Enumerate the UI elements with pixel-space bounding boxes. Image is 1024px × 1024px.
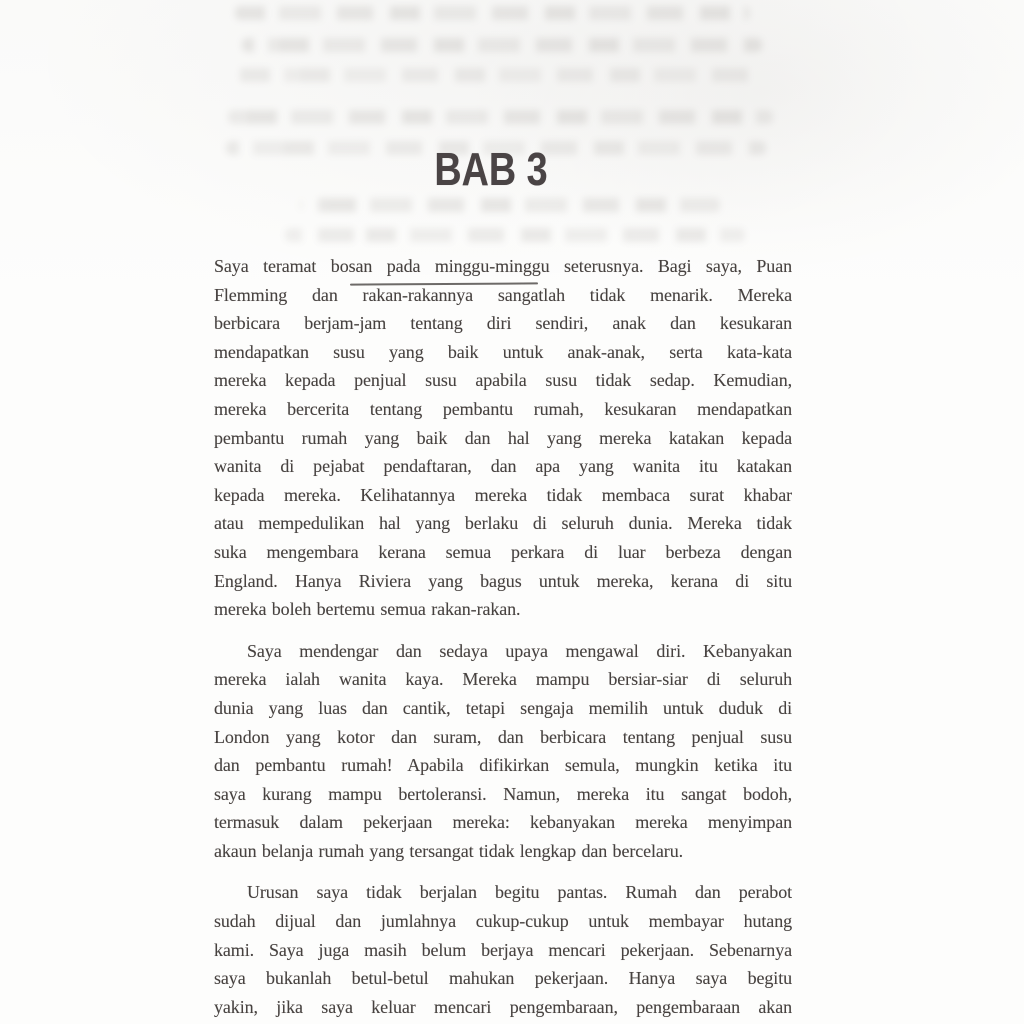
text-line: England. Hanya Riviera yang bagus untuk mereka, kerana di situ xyxy=(214,570,792,591)
text-line: dunia yang luas dan cantik, tetapi sengaja memilih untuk duduk di xyxy=(214,697,792,718)
text-line: akaun belanja rumah yang tersangat tidak lengkap dan bercelaru. xyxy=(214,840,683,861)
text-line: yakin, jika saya keluar mencari pengembaraan, pengembaraan akan xyxy=(214,996,792,1017)
text-line: Flemming dan rakan-rakannya sangatlah tidak menarik. Mereka xyxy=(214,284,792,305)
text-line: suka mengembara kerana semua perkara di luar berbeza dengan xyxy=(214,541,792,562)
text-line: saya kurang mampu bertoleransi. Namun, mereka itu sangat bodoh, xyxy=(214,783,792,804)
bleed-through-line xyxy=(230,68,755,82)
text-line: pembantu rumah yang baik dan hal yang mereka katakan kepada xyxy=(214,427,792,448)
text-line: Saya mendengar dan sedaya upaya mengawal diri. Kebanyakan xyxy=(247,640,792,661)
bleed-through-line xyxy=(242,38,762,52)
text-line: kepada mereka. Kelihatannya mereka tidak membaca surat khabar xyxy=(214,484,792,505)
text-line: mereka ialah wanita kaya. Mereka mampu bersiar-siar di seluruh xyxy=(214,669,792,690)
bleed-through-line xyxy=(235,6,750,20)
text-line: termasuk dalam pekerjaan mereka: kebanyakan mereka menyimpan xyxy=(214,812,792,833)
text-line: mereka bercerita tentang pembantu rumah, kesukaran mendapatkan xyxy=(214,398,792,419)
page-body-text xyxy=(214,252,792,1021)
text-line: mereka boleh bertemu semua rakan-rakan. xyxy=(214,599,521,620)
chapter-title: BAB 3 xyxy=(434,143,548,195)
bleed-through-line xyxy=(285,228,745,242)
text-line: saya bukanlah betul-betul mahukan pekerjaan. Hanya saya begitu xyxy=(214,968,792,989)
paragraph xyxy=(214,252,792,624)
text-line: Urusan saya tidak berjalan begitu pantas. Rumah dan perabot xyxy=(247,882,792,903)
text-line: mereka kepada penjual susu apabila susu tidak sedap. Kemudian, xyxy=(214,370,792,391)
text-line: atau mempedulikan hal yang berlaku di seluruh dunia. Mereka tidak xyxy=(214,513,792,534)
text-line: kami. Saya juga masih belum berjaya mencari pekerjaan. Sebenarnya xyxy=(214,939,792,960)
chapter-heading xyxy=(214,143,792,195)
paragraph xyxy=(214,878,792,1021)
text-line: berbicara berjam-jam tentang diri sendiri, anak dan kesukaran xyxy=(214,313,792,334)
paragraph xyxy=(214,637,792,866)
text-line: sudah dijual dan jumlahnya cukup-cukup untuk membayar hutang xyxy=(214,911,792,932)
bleed-through-line xyxy=(300,198,720,212)
text-line: mendapatkan susu yang baik untuk anak-anak, serta kata-kata xyxy=(214,341,792,362)
text-line: wanita di pejabat pendaftaran, dan apa yang wanita itu katakan xyxy=(214,456,792,477)
text-line: dan pembantu rumah! Apabila difikirkan semula, mungkin ketika itu xyxy=(214,755,792,776)
text-line: Saya teramat bosan pada minggu-minggu seterusnya. Bagi saya, Puan xyxy=(214,256,792,276)
bleed-through-line xyxy=(228,110,773,124)
text-line: London yang kotor dan suram, dan berbicara tentang penjual susu xyxy=(214,726,792,747)
